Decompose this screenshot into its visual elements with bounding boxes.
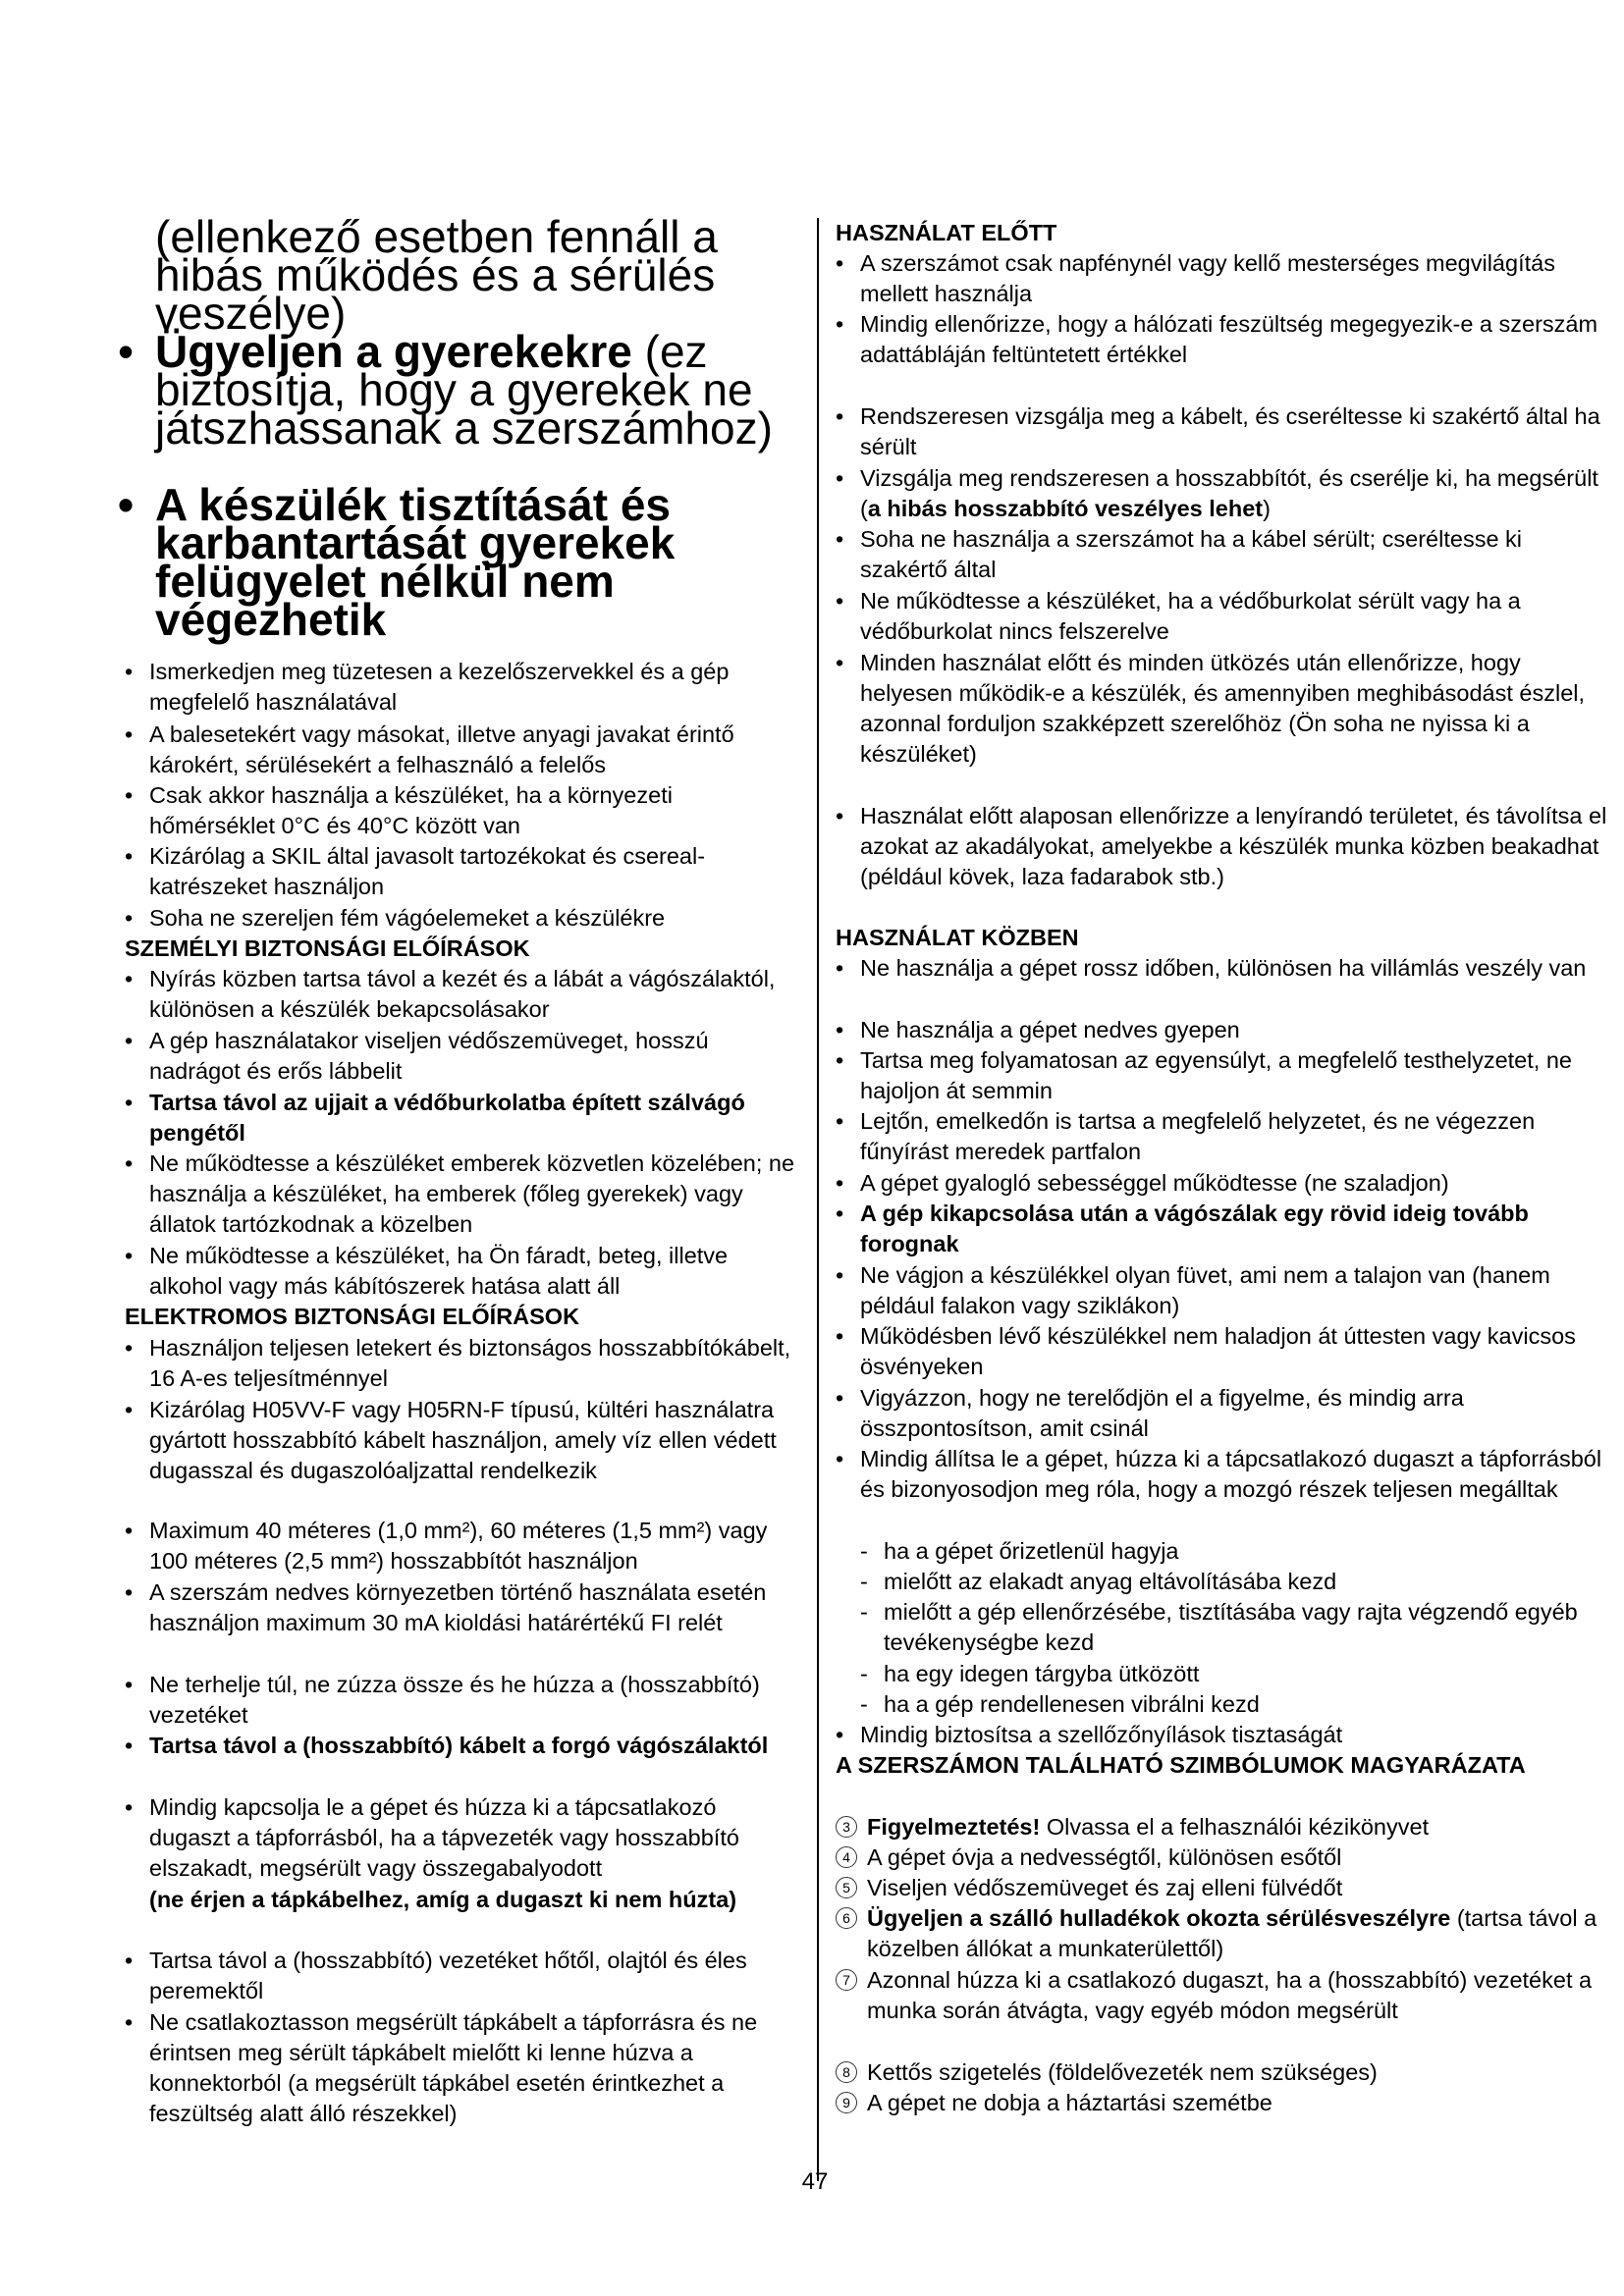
symbol-item-8: 8 Kettős szigetelés (földelővezeték nem szükséges) xyxy=(836,2057,1611,2088)
bullet: • xyxy=(118,479,135,530)
sub-item: - mielőtt az elakadt anyag eltávolításába kezd xyxy=(860,1569,1337,1594)
column-divider xyxy=(817,218,819,2181)
list-item: • Kizárólag H05VV-F vagy H05RN-F típusú, kültéri használatra gyártott hosszabbító kábelt használjon, amely víz ellen védett dugasszal és dugaszolóaljzattal rendelkezik xyxy=(125,1397,777,1483)
list-item: • Rendszeresen vizsgálja meg a kábelt, és cseréltesse ki szakértő által ha sérült xyxy=(836,403,1600,459)
list-item: • Ne terhelje túl, ne zúzza össze és he húzza a (hosszabbító) vezetéket xyxy=(125,1672,760,1728)
list-item: • Mindig állítsa le a gépet, húzza ki a tápcsatlakozó dugaszt a tápforrásból és bizonyosodjon meg róla, hogy a mozgó részek teljesen megálltak xyxy=(836,1446,1602,1502)
intro-text: (ellenkező esetben fennáll a hibás működés és a sérülés veszélye) xyxy=(155,211,718,339)
heading-personal-safety: SZEMÉLYI BIZTONSÁGI ELŐÍRÁSOK xyxy=(125,935,530,961)
heading-before-use: HASZNÁLAT ELŐTT xyxy=(836,220,1057,245)
heading-electrical-safety: ELEKTROMOS BIZTONSÁGI ELŐÍRÁSOK xyxy=(125,1304,580,1329)
sub-item: - ha egy idegen tárgyba ütközött xyxy=(860,1661,1200,1686)
symbol-number-icon: 5 xyxy=(836,1877,857,1898)
symbol-number-icon: 8 xyxy=(836,2061,857,2083)
list-item: • Ne csatlakoztasson megsérült tápkábelt a tápforrásra és ne érintsen meg sérült tápkábelt mielőtt ki lenne húzva a konnektorból (a megsérült tápkábel esetén érintkezhet a feszültség alatt álló részekkel) xyxy=(125,2009,758,2126)
symbol-number-icon: 4 xyxy=(836,1846,857,1868)
sub-item: - mielőtt a gép ellenőrzésébe, tisztításába vagy rajta végzendő egyéb tevékenységbe kezd xyxy=(860,1599,1578,1655)
list-item: • Tartsa távol a (hosszabbító) vezetéket hőtől, olajtól és éles peremektől xyxy=(125,1948,747,2003)
list-item: • Ismerkedjen meg tüzetesen a kezelőszervekkel és a gép megfelelő használatával xyxy=(125,659,730,715)
list-item: • A gép használatakor viseljen védőszemüveget, hosszú nadrágot és erős lábbelit xyxy=(125,1028,709,1084)
sub-item: - ha a gép rendellenesen vibrálni kezd xyxy=(860,1691,1260,1717)
heading-during-use: HASZNÁLAT KÖZBEN xyxy=(836,925,1079,950)
symbol-item-9: 9 A gépet ne dobja a háztartási szemétbe xyxy=(836,2088,1611,2118)
list-item: • Tartsa távol a (hosszabbító) kábelt a forgó vágószálaktól xyxy=(125,1733,769,1758)
list-item: • Mindig ellenőrizze, hogy a hálózati feszültség megegyezik-e a szerszám adattábláján feltüntetett értékkel xyxy=(836,311,1598,367)
symbol-item-6: 6 Ügyeljen a szálló hulladékok okozta sérülésveszélyre (tartsa távol a közelben állókat a munkaterülettől) xyxy=(836,1903,1611,1964)
list-item: • Mindig kapcsolja le a gépet és húzza ki a tápcsatlakozó dugaszt a tápforrásból, ha a tápvezeték vagy hosszabbító elszakadt, megsérült vagy összegabalyodott xyxy=(125,1794,739,1881)
symbol-number-icon: 3 xyxy=(836,1816,857,1838)
list-item: • Tartsa távol az ujjait a védőburkolatba épített szálvágó pengétől xyxy=(125,1090,745,1146)
list-item: • Soha ne szereljen fém vágóelemeket a készülékre xyxy=(125,905,666,931)
list-item: • Maximum 40 méteres (1,0 mm²), 60 méteres (1,5 mm²) vagy 100 méteres (2,5 mm²) hosszabbítót használjon xyxy=(125,1518,768,1574)
symbol-item-3: 3 Figyelmeztetés! Olvassa el a felhasználói kézikönyvet xyxy=(836,1812,1611,1842)
list-item: • Ne működtesse a készüléket emberek közvetlen közelében; ne használja a készüléket, ha emberek (főleg gyerekek) vagy állatok tartózkodnak a közelben xyxy=(125,1150,795,1237)
list-item: • Vigyázzon, hogy ne terelődjön el a figyelme, és mindig arra összpontosítson, amit csinál xyxy=(836,1385,1464,1441)
list-item: • A szerszám nedves környezetben történő használata esetén használjon maximum 30 mA kioldási határértékű FI relét xyxy=(125,1579,767,1635)
list-item: • A gépet gyalogló sebességgel működtesse (ne szaladjon) xyxy=(836,1170,1449,1196)
list-item: • Minden használat előtt és minden ütközés után ellenőrizze, hogy helyesen működik-e a készülék, és amennyiben meghibásodást észlel, azonnal forduljon szakképzett szerelőhöz (Ön soha ne nyissa ki a készüléket) xyxy=(836,650,1586,767)
cleaning-warning-text: A készülék tisztítását és karbantartását gyerekek felügyelet nélkül nem végezhetik xyxy=(155,479,676,645)
list-item: • Tartsa meg folyamatosan az egyensúlyt, a megfelelő testhelyzetet, ne hajoljon át semmin xyxy=(836,1047,1572,1103)
list-item: • Kizárólag a SKIL által javasolt tartozékokat és cserealkatrészeket használjon xyxy=(125,843,706,899)
list-item: • Ne működtesse a készüléket, ha a védőburkolat sérült vagy ha a védőburkolat nincs felszerelve xyxy=(836,588,1521,644)
list-item: • Ne működtesse a készüléket, ha Ön fáradt, beteg, illetve alkohol vagy más kábítószerek hatása alatt áll xyxy=(125,1243,729,1299)
list-item: • Csak akkor használja a készüléket, ha a környezeti hőmérséklet 0°C és 40°C között van xyxy=(125,782,673,838)
symbol-number-icon: 9 xyxy=(836,2092,857,2113)
symbol-item-7: 7 Azonnal húzza ki a csatlakozó dugaszt, ha a (hosszabbító) vezetéket a munka során átvágta, vagy egyéb módon megsérült xyxy=(836,1965,1611,2026)
children-warning-bold: Ügyeljen a gyerekekre xyxy=(155,326,632,377)
list-item: • Használjon teljesen letekert és biztonságos hosszabbítókábelt, 16 A-es teljesítménnyel xyxy=(125,1335,791,1391)
list-item: • A gép kikapcsolása után a vágószálak egy rövid ideig tovább forognak xyxy=(836,1201,1529,1256)
bullet: • xyxy=(118,326,135,377)
list-item: • Mindig biztosítsa a szellőzőnyílások tisztaságát xyxy=(836,1722,1343,1747)
symbol-item-4: 4 A gépet óvja a nedvességtől, különösen esőtől xyxy=(836,1842,1611,1873)
list-item: • Soha ne használja a szerszámot ha a kábel sérült; cseréltesse ki szakértő által xyxy=(836,526,1523,582)
list-item: • Használat előtt alaposan ellenőrizze a lenyírandó területet, és távolítsa el azokat az akadályokat, amelyekbe a készülék munka közben beakadhat (például kövek, laza fadarabok stb.) xyxy=(836,803,1607,889)
list-item: • A szerszámot csak napfénynél vagy kellő mesterséges megvilágítás mellett használja xyxy=(836,250,1555,306)
intro-continuation xyxy=(118,211,805,339)
children-warning xyxy=(118,326,805,454)
sub-item: - ha a gépet őrizetlenül hagyja xyxy=(860,1538,1179,1564)
list-item: • Működésben lévő készülékkel nem haladjon át úttesten vagy kavicsos ösvényeken xyxy=(836,1323,1576,1379)
list-item-continuation: (ne érjen a tápkábelhez, amíg a dugaszt ki nem húzta) xyxy=(149,1887,737,1912)
list-item: • Ne használja a gépet rossz időben, különösen ha villámlás veszély van xyxy=(836,955,1587,981)
list-item: • Ne használja a gépet nedves gyepen xyxy=(836,1017,1240,1042)
list-item: • Ne vágjon a készülékkel olyan füvet, ami nem a talajon van (hanem például falakon vagy sziklákon) xyxy=(836,1262,1550,1318)
cleaning-warning xyxy=(118,479,805,645)
children-warning-rest: (ez biztosítja, hogy a gyerekek ne játszhassanak a szerszámhoz) xyxy=(155,326,773,454)
symbol-number-icon: 6 xyxy=(836,1907,857,1929)
list-item: • Vizsgálja meg rendszeresen a hosszabbítót, és cserélje ki, ha megsérült (a hibás hosszabbító veszélyes lehet) xyxy=(836,465,1598,521)
heading-symbols: A SZERSZÁMON TALÁLHATÓ SZIMBÓLUMOK MAGYARÁZATA xyxy=(836,1752,1526,1778)
symbol-number-icon: 7 xyxy=(836,1969,857,1991)
page-number: 47 xyxy=(801,2168,829,2195)
list-item: • Lejtőn, emelkedőn is tartsa a megfelelő helyzetet, és ne végezzen fűnyírást meredek partfalon xyxy=(836,1108,1536,1164)
symbol-item-5: 5 Viseljen védőszemüveget és zaj elleni fülvédőt xyxy=(836,1873,1611,1903)
list-item: • Nyírás közben tartsa távol a kezét és a lábát a vágószálaktól, különösen a készülék bekapcsolásakor xyxy=(125,966,776,1022)
list-item: • A balesetekért vagy másokat, illetve anyagi javakat érintő károkért, sérülésekért a felhasználó a felelős xyxy=(125,721,734,777)
